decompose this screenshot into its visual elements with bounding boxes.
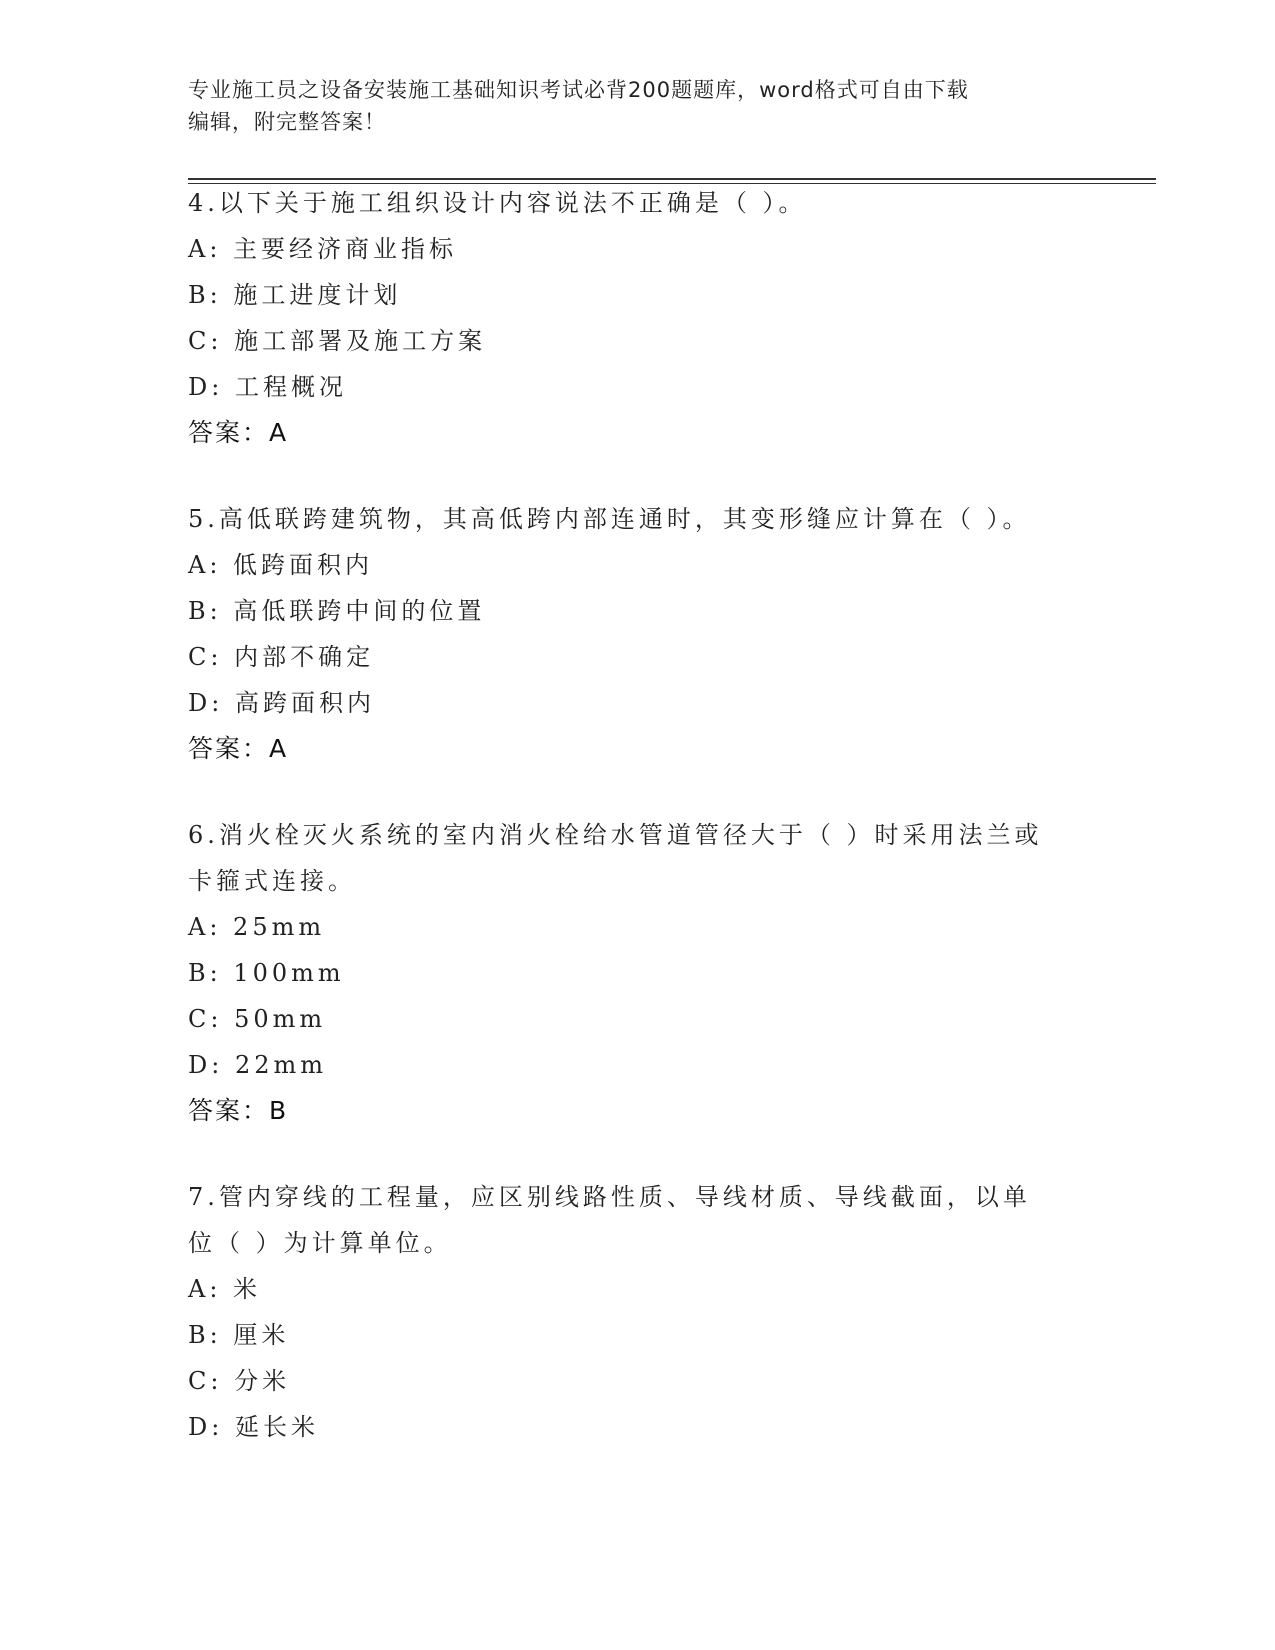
option-d: D: 工程概况 (188, 373, 347, 401)
option-b: B: 施工进度计划 (188, 281, 402, 309)
option-a: A: 25mm (188, 913, 326, 941)
option-b: B: 100mm (188, 959, 345, 987)
header-title-line-2: 编辑，附完整答案！ (188, 110, 386, 134)
answer-label: 答案：B (188, 1096, 289, 1125)
option-c: C: 分米 (188, 1367, 291, 1395)
option-d: D: 22mm (188, 1051, 328, 1079)
option-b: B: 厘米 (188, 1321, 290, 1349)
question-stem: 4.以下关于施工组织设计内容说法不正确是（ ）。 (188, 189, 807, 217)
option-d: D: 延长米 (188, 1413, 319, 1441)
option-a: A: 低跨面积内 (188, 551, 374, 579)
option-d: D: 高跨面积内 (188, 689, 375, 717)
question-6 (188, 812, 1088, 1134)
option-a: A: 主要经济商业指标 (188, 235, 458, 263)
answer-label: 答案：A (188, 418, 289, 447)
option-c: C: 内部不确定 (188, 643, 375, 671)
header-title-line-1: 专业施工员之设备安装施工基础知识考试必背200题题库，word格式可自由下载 (188, 78, 969, 102)
option-b: B: 高低联跨中间的位置 (188, 597, 486, 625)
answer-label: 答案：A (188, 734, 289, 763)
option-c: C: 50mm (188, 1005, 327, 1033)
question-stem-line-2: 卡箍式连接。 (188, 867, 356, 895)
question-7 (188, 1174, 1088, 1450)
option-a: A: 米 (188, 1275, 262, 1303)
question-stem: 5.高低联跨建筑物，其高低跨内部连通时，其变形缝应计算在（ ）。 (188, 505, 1031, 533)
question-5 (188, 496, 1088, 772)
question-stem-line-2: 位（ ）为计算单位。 (188, 1229, 452, 1257)
document-header (188, 74, 1088, 138)
question-stem-line-1: 7.管内穿线的工程量，应区别线路性质、导线材质、导线截面，以单 (188, 1183, 1031, 1211)
option-c: C: 施工部署及施工方案 (188, 327, 487, 355)
question-stem-line-1: 6.消火栓灭火系统的室内消火栓给水管道管径大于（ ）时采用法兰或 (188, 821, 1043, 849)
question-4 (188, 180, 1088, 456)
